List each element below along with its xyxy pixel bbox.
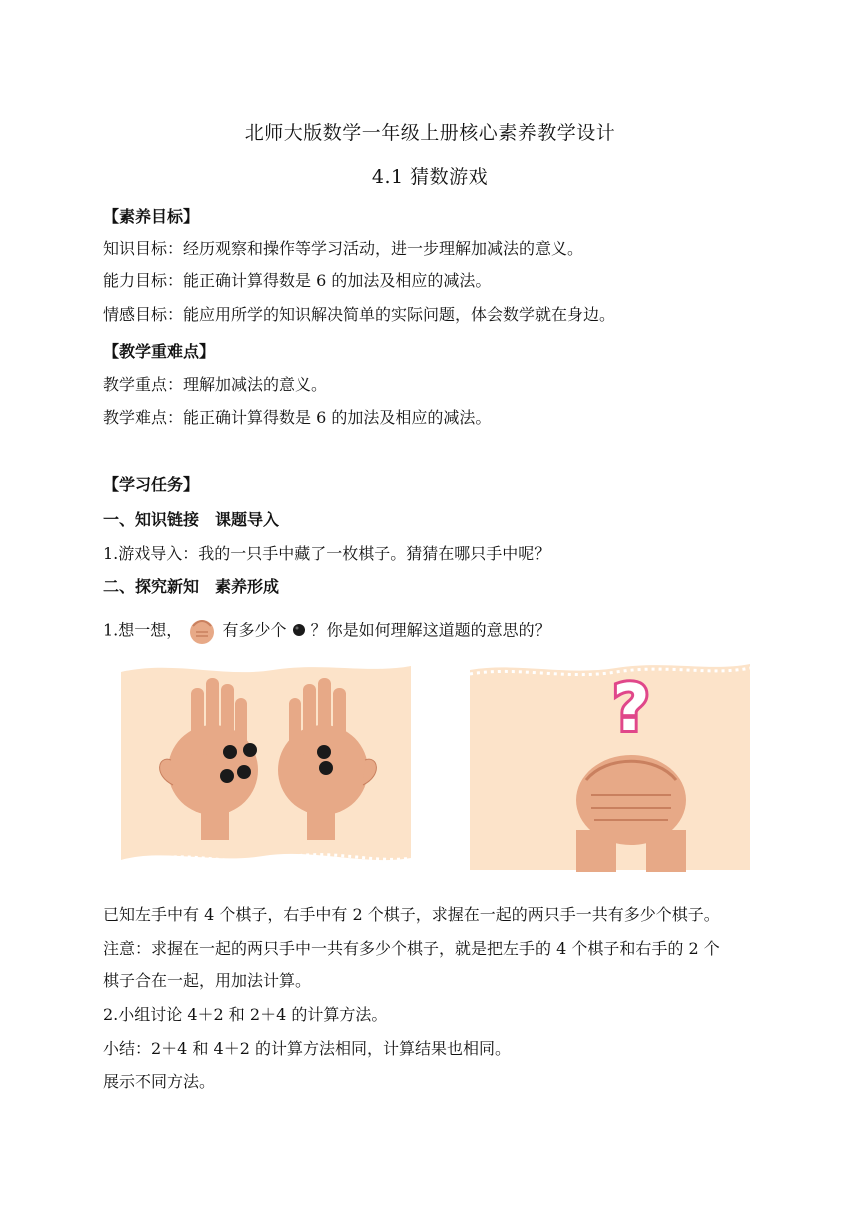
paragraph-note-line1: 注意：求握在一起的两只手中一共有多少个棋子，就是把左手的 4 个棋子和右手的 2 个 bbox=[103, 939, 720, 958]
part1-heading: 一、知识链接 课题导入 bbox=[103, 510, 280, 529]
part2-item1-text-b: 有多少个 bbox=[222, 620, 287, 640]
clasped-hands-icon bbox=[187, 612, 217, 650]
goal-ability: 能力目标：能正确计算得数是 6 的加法及相应的减法。 bbox=[103, 271, 492, 290]
goal-emotion: 情感目标：能应用所学的知识解决简单的实际问题，体会数学就在身边。 bbox=[103, 305, 616, 324]
chess-piece-icon bbox=[292, 622, 306, 641]
part2-item1 bbox=[103, 612, 551, 650]
item2-discussion: 2.小组讨论 4＋2 和 2＋4 的计算方法。 bbox=[103, 1005, 388, 1024]
summary-line: 小结：2＋4 和 4＋2 的计算方法相同，计算结果也相同。 bbox=[103, 1039, 511, 1058]
part2-item1-text-c: ？你是如何理解这道题的意思的？ bbox=[310, 620, 551, 640]
paragraph-known: 已知左手中有 4 个棋子，右手中有 2 个棋子，求握在一起的两只手一共有多少个棋子。 bbox=[103, 905, 720, 924]
goal-knowledge: 知识目标：经历观察和操作等学习活动，进一步理解加减法的意义。 bbox=[103, 239, 584, 258]
question-mark-icon bbox=[612, 672, 649, 746]
key-point: 教学重点：理解加减法的意义。 bbox=[103, 375, 328, 394]
question-mark-symbol: ? bbox=[612, 672, 650, 746]
part1-item1: 1.游戏导入：我的一只手中藏了一枚棋子。猜猜在哪只手中呢？ bbox=[103, 544, 551, 563]
document-subtitle: 4.1 猜数游戏 bbox=[371, 166, 489, 188]
goals-heading: 【素养目标】 bbox=[103, 207, 200, 226]
document-title: 北师大版数学一年级上册核心素养教学设计 bbox=[244, 122, 616, 144]
part2-item1-text-a: 1.想一想， bbox=[103, 620, 183, 640]
part2-heading: 二、探究新知 素养形成 bbox=[103, 577, 280, 596]
key-points-heading: 【教学重难点】 bbox=[103, 342, 216, 361]
paragraph-note-line2: 棋子合在一起，用加法计算。 bbox=[103, 971, 312, 990]
clasped-hands-figure bbox=[466, 660, 752, 872]
open-hands-figure bbox=[113, 660, 413, 870]
tasks-heading: 【学习任务】 bbox=[103, 475, 200, 494]
show-methods-line: 展示不同方法。 bbox=[103, 1072, 216, 1091]
difficult-point: 教学难点：能正确计算得数是 6 的加法及相应的减法。 bbox=[103, 408, 492, 427]
